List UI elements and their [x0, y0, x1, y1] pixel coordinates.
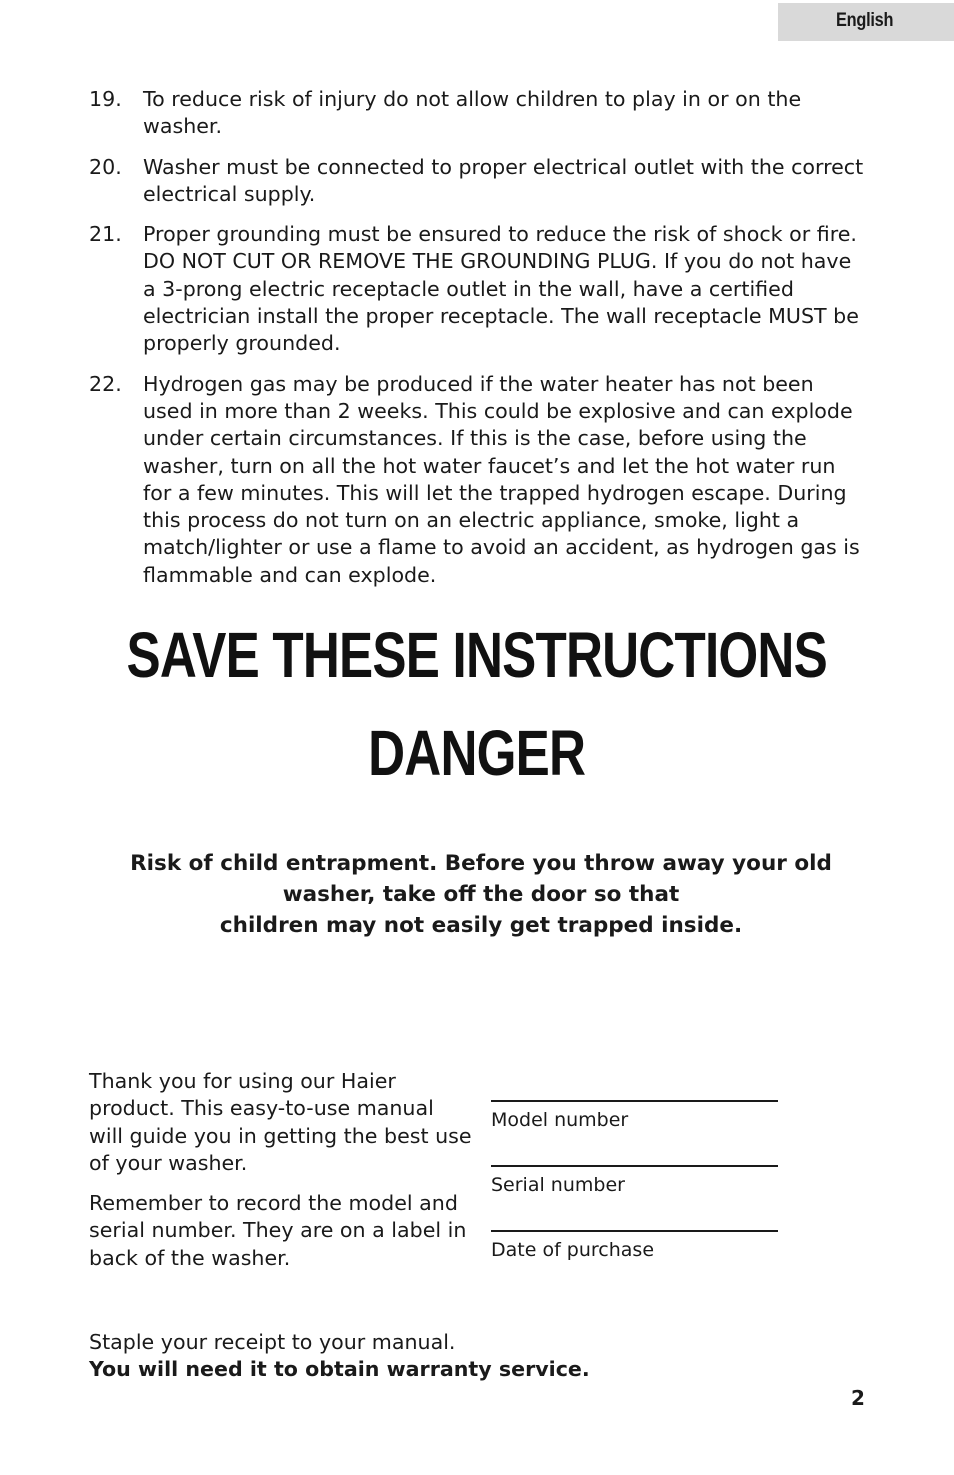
warning-line: children may not easily get trapped inside.	[219, 913, 743, 938]
list-item	[89, 371, 869, 589]
language-label: English	[836, 10, 894, 31]
warning-line: Risk of child entrapment. Before you throw away your old	[130, 851, 832, 876]
warranty-note: You will need it to obtain warranty service.	[89, 1357, 590, 1382]
item-text: Hydrogen gas may be produced if the water heater has not been used in more than 2 weeks. This could be explosive and can explode under certain circumstances. If this is the case, before using the washer, turn on all the hot water faucet’s and let the hot water run for a few minutes. This will let the trapped hydrogen escape. During this process do not turn on an electric appliance, smoke, light a match/lighter or use a flame to avoid an accident, as hydrogen gas is flammable and can explode.	[143, 371, 860, 587]
item-text: To reduce risk of injury do not allow children to play in or on the washer.	[143, 87, 802, 139]
product-record-fields	[491, 1100, 778, 1295]
record-reminder-text: Remember to record the model and serial number. They are on a label in back of the washer.	[89, 1191, 467, 1270]
date-of-purchase-field: Date of purchase	[491, 1230, 778, 1293]
safety-instructions-list	[89, 86, 869, 602]
entrapment-warning	[90, 848, 872, 941]
serial-number-field: Serial number	[491, 1165, 778, 1228]
item-number: 22.	[89, 371, 122, 396]
item-text: Proper grounding must be ensured to reduce the risk of shock or fire. DO NOT CUT OR REMOVE THE GROUNDING PLUG. If you do not have a 3-prong electric receptacle outlet in the wall, have a certified electrician install the proper receptacle. The wall receptacle MUST be properly grounded.	[143, 222, 859, 356]
list-item	[89, 86, 869, 141]
thank-you-section	[89, 1068, 474, 1285]
receipt-instruction: Staple your receipt to your manual.	[89, 1330, 456, 1354]
model-number-field: Model number	[491, 1100, 778, 1163]
thank-you-text: Thank you for using our Haier product. This easy-to-use manual will guide you in getting the best use of your washer.	[89, 1069, 472, 1175]
item-number: 20.	[89, 154, 122, 179]
list-item	[89, 154, 869, 209]
receipt-note	[89, 1329, 789, 1384]
page-number: 2	[851, 1386, 865, 1410]
list-item	[89, 221, 869, 357]
item-number: 19.	[89, 87, 122, 111]
warning-line: washer, take off the door so that	[282, 882, 680, 907]
item-number: 21.	[89, 222, 122, 247]
danger-heading: DANGER	[368, 717, 586, 789]
save-instructions-heading: SAVE THESE INSTRUCTIONS	[126, 619, 828, 691]
language-tab	[778, 3, 954, 41]
item-text: Washer must be connected to proper electrical outlet with the correct electrical supply.	[143, 154, 864, 206]
